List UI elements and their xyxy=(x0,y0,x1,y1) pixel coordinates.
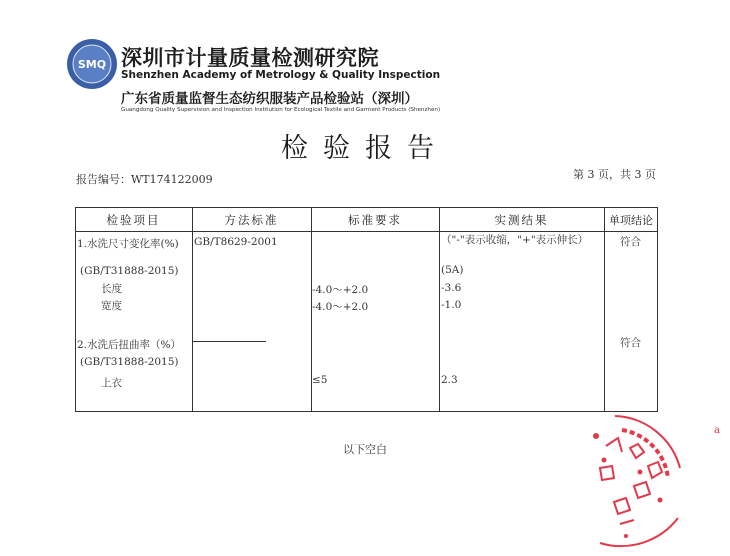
station-name-cn: 广东省质量监督生态纺织服装产品检验站（深圳） xyxy=(121,91,418,107)
report-number-value: WT174122009 xyxy=(131,173,213,186)
row-label-top: 上衣 xyxy=(101,377,122,389)
header-item: 检验项目 xyxy=(106,213,161,227)
conclusion-2: 符合 xyxy=(620,337,641,349)
standard-ref-1: (GB/T31888-2015) xyxy=(80,265,179,277)
report-number xyxy=(76,171,213,187)
footer-note: 以下空白 xyxy=(343,443,387,456)
result-top: 2.3 xyxy=(441,374,458,386)
item-wash-dimension: 1.水洗尺寸变化率(%) xyxy=(77,238,179,250)
result-grade: (5A) xyxy=(441,264,464,276)
result-length: -3.6 xyxy=(441,282,462,294)
conclusion-1: 符合 xyxy=(620,236,641,248)
org-name-en: Shenzhen Academy of Metrology & Quality Inspection xyxy=(121,69,441,81)
column-divider xyxy=(604,207,605,412)
seal-stamp xyxy=(560,408,690,553)
edge-mark: a xyxy=(714,425,720,436)
row-label-width: 宽度 xyxy=(101,300,122,312)
org-name-cn: 深圳市计量质量检测研究院 xyxy=(121,46,379,70)
page-info: 第 3 页，共 3 页 xyxy=(573,168,656,181)
header-method: 方法标准 xyxy=(224,213,279,227)
column-divider xyxy=(439,207,440,412)
method-dash xyxy=(193,341,266,342)
smq-logo xyxy=(66,38,118,90)
requirement-width: -4.0～+2.0 xyxy=(312,301,369,313)
method-standard: GB/T8629-2001 xyxy=(194,236,278,248)
header-requirement: 标准要求 xyxy=(348,213,402,227)
station-name-en: Guangdong Quality Supervision and Inspection Institution for Ecological Textile and Garment Products (Shenzhen) xyxy=(121,107,441,113)
logo-text: SMQ xyxy=(77,58,107,71)
standard-ref-2: (GB/T31888-2015) xyxy=(80,356,179,368)
result-note: （"-"表示收缩，"+"表示伸长） xyxy=(441,234,589,246)
requirement-top: ≤5 xyxy=(312,374,328,386)
report-number-label: 报告编号： xyxy=(76,173,131,186)
column-divider xyxy=(192,207,193,412)
requirement-length: -4.0～+2.0 xyxy=(312,284,369,296)
table-header-divider xyxy=(75,231,658,232)
item-skew: 2.水洗后扭曲率（%） xyxy=(77,339,181,351)
page-title: 检验报告 xyxy=(281,133,449,164)
header-conclusion: 单项结论 xyxy=(609,214,653,227)
header-result: 实测结果 xyxy=(494,213,549,227)
row-label-length: 长度 xyxy=(101,283,122,295)
result-width: -1.0 xyxy=(441,299,462,311)
